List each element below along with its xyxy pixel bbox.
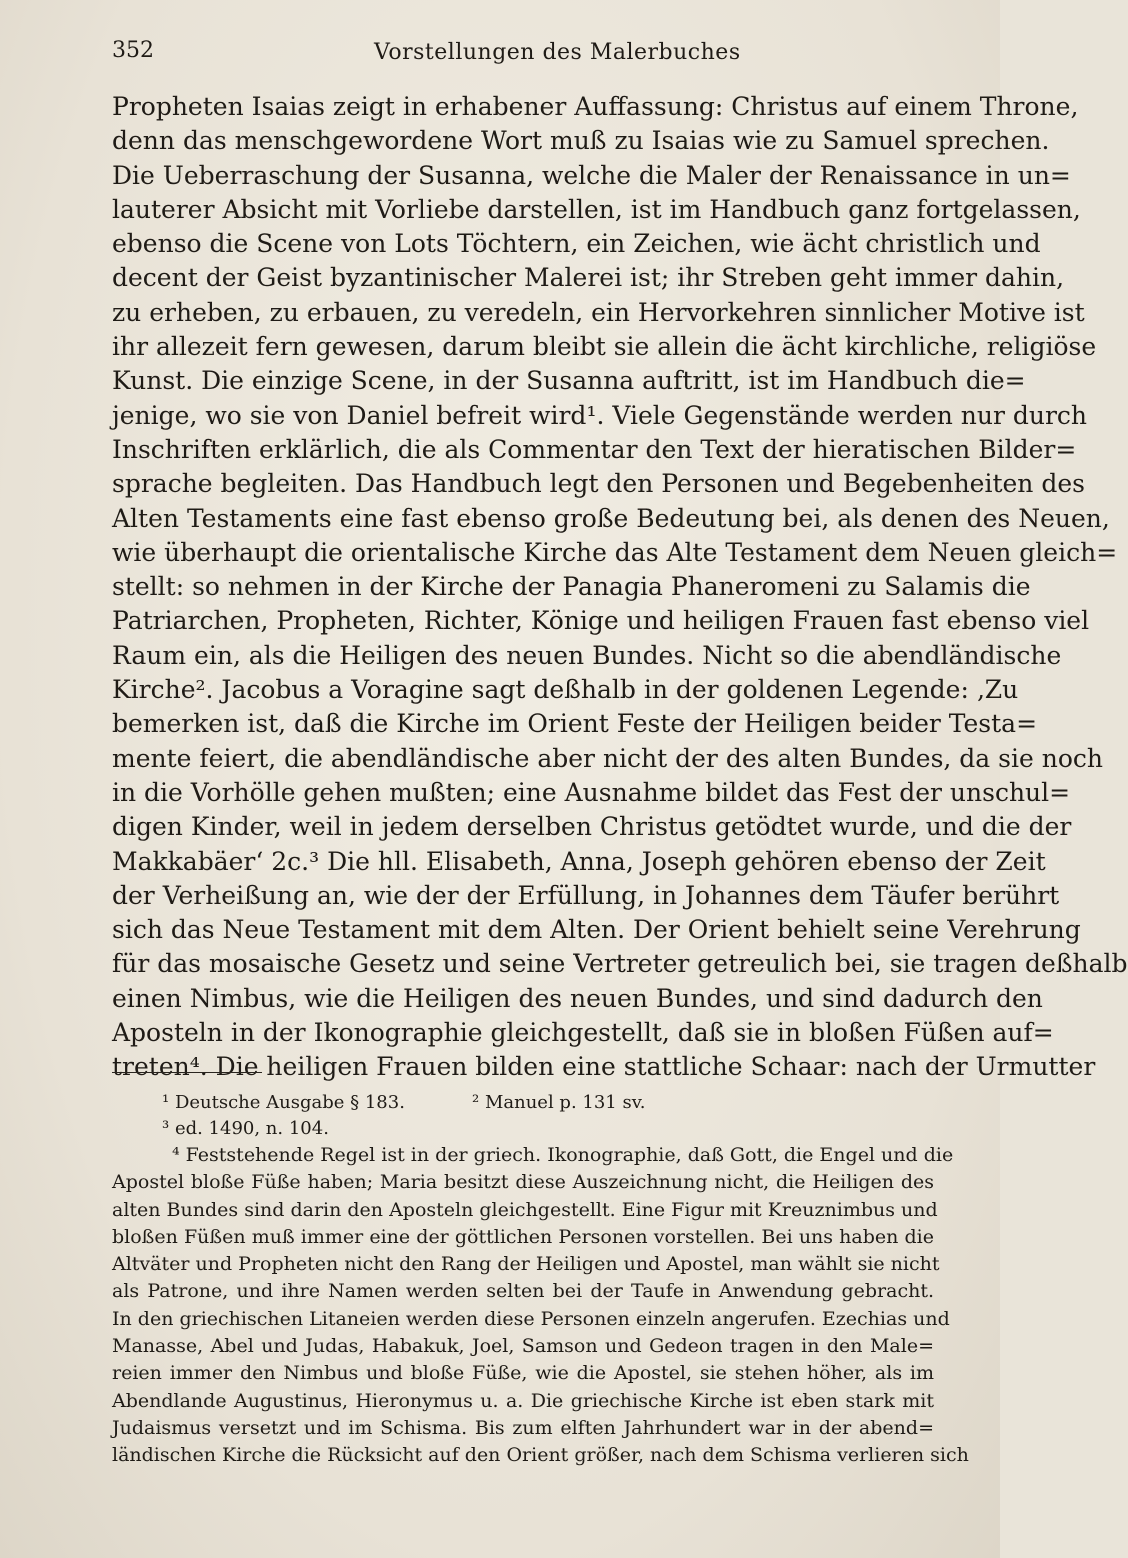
footnote-line: Manasse, Abel und Judas, Habakuk, Joel, Samson und Gedeon tragen in den Male= (112, 1335, 934, 1358)
footnote-line: als Patrone, und ihre Namen werden selten bei der Taufe in Anwendung gebracht. (112, 1280, 934, 1303)
footnotes (112, 1090, 969, 1470)
text-line: Aposteln in der Ikonographie gleichgestellt, daß sie in bloßen Füßen auf= (112, 1018, 1054, 1048)
text-line: wie überhaupt die orientalische Kirche das Alte Testament dem Neuen gleich= (112, 537, 1118, 567)
text-line: lauterer Absicht mit Vorliebe darstellen, ist im Handbuch ganz fortgelassen, (112, 194, 1081, 224)
footnote-row (112, 1090, 934, 1116)
text-line: zu erheben, zu erbauen, zu veredeln, ein Hervorkehren sinnlicher Motive ist (112, 297, 1085, 327)
text-line: decent der Geist byzantinischer Malerei ist; ihr Streben geht immer dahin, (112, 263, 1065, 293)
text-line: Inschriften erklärlich, die als Commentar den Text der hieratischen Bilder= (112, 434, 1077, 464)
footnote-line: bloßen Füßen muß immer eine der göttlichen Personen vorstellen. Bei uns haben die (112, 1225, 934, 1248)
footnote-1: ¹ Deutsche Ausgabe § 183. (162, 1092, 405, 1113)
text-line: ebenso die Scene von Lots Töchtern, ein Zeichen, wie ächt christlich und (112, 229, 1041, 259)
footnote-2: ² Manuel p. 131 sv. (472, 1092, 646, 1113)
text-line: bemerken ist, daß die Kirche im Orient Feste der Heiligen beider Testa= (112, 709, 1038, 739)
text-line: sich das Neue Testament mit dem Alten. Der Orient behielt seine Verehrung (112, 915, 1081, 945)
page-number: 352 (112, 38, 154, 63)
text-line: Kirche². Jacobus a Voragine sagt deßhalb in der goldenen Legende: ‚Zu (112, 675, 1019, 705)
footnote-line: In den griechischen Litaneien werden diese Personen einzeln angerufen. Ezechias und (112, 1307, 950, 1330)
text-line: einen Nimbus, wie die Heiligen des neuen Bundes, und sind dadurch den (112, 983, 1043, 1013)
footnote-line: reien immer den Nimbus und bloße Füße, wie die Apostel, sie stehen höher, als im (112, 1362, 934, 1385)
footnote-line: Apostel bloße Füße haben; Maria besitzt diese Auszeichnung nicht, die Heiligen des (112, 1171, 934, 1194)
footnote-line: ländischen Kirche die Rücksicht auf den Orient größer, nach dem Schisma verlieren sich (112, 1444, 969, 1467)
text-line: Makkabäer‘ 2c.³ Die hll. Elisabeth, Anna, Joseph gehören ebenso der Zeit (112, 846, 1046, 876)
footnote-line: Judaismus versetzt und im Schisma. Bis zum elften Jahrhundert war in der abend= (112, 1416, 934, 1439)
footnote-divider (112, 1072, 262, 1073)
footnote-row (112, 1116, 934, 1142)
text-line: digen Kinder, weil in jedem derselben Christus getödtet wurde, und die der (112, 812, 1072, 842)
footnote-4 (112, 1142, 969, 1470)
text-line: ihr allezeit fern gewesen, darum bleibt sie allein die ächt kirchliche, religiöse (112, 332, 1097, 362)
text-line: denn das menschgewordene Wort muß zu Isaias wie zu Samuel sprechen. (112, 126, 1050, 156)
footnote-line: alten Bundes sind darin den Aposteln gleichgestellt. Eine Figur mit Kreuznimbus und (112, 1198, 938, 1221)
text-line: sprache begleiten. Das Handbuch legt den Personen und Begebenheiten des (112, 469, 1085, 499)
footnote-3: ³ ed. 1490, n. 104. (162, 1118, 329, 1139)
text-line: Kunst. Die einzige Scene, in der Susanna auftritt, ist im Handbuch die= (112, 366, 1026, 396)
text-line: treten⁴. Die heiligen Frauen bilden eine stattliche Schaar: nach der Urmutter (112, 1052, 1096, 1082)
footnote-line: Abendlande Augustinus, Hieronymus u. a. Die griechische Kirche ist eben stark mit (112, 1389, 934, 1412)
text-line: Patriarchen, Propheten, Richter, Könige und heiligen Frauen fast ebenso viel (112, 606, 1090, 636)
text-line: in die Vorhölle gehen mußten; eine Ausnahme bildet das Fest der unschul= (112, 777, 1071, 807)
text-line: der Verheißung an, wie der der Erfüllung, in Johannes dem Täufer berührt (112, 880, 1060, 910)
text-line: stellt: so nehmen in der Kirche der Panagia Phaneromeni zu Salamis die (112, 572, 1031, 602)
text-line: Alten Testaments eine fast ebenso große Bedeutung bei, als denen des Neuen, (112, 503, 1110, 533)
running-head: Vorstellungen des Malerbuches (374, 40, 741, 65)
text-line: für das mosaische Gesetz und seine Vertreter getreulich bei, sie tragen deßhalb (112, 949, 1128, 979)
text-line: Die Ueberraschung der Susanna, welche die Maler der Renaissance in un= (112, 160, 1071, 190)
main-text (112, 90, 1128, 1085)
text-line: mente feiert, die abendländische aber nicht der des alten Bundes, da sie noch (112, 743, 1103, 773)
page-header (112, 38, 932, 78)
footnote-line: ⁴ Feststehende Regel ist in der griech. Ikonographie, daß Gott, die Engel und die (172, 1144, 954, 1166)
text-line: Propheten Isaias zeigt in erhabener Auffassung: Christus auf einem Throne, (112, 92, 1079, 121)
footnote-line: Altväter und Propheten nicht den Rang der Heiligen und Apostel, man wählt sie nicht (112, 1253, 940, 1276)
text-line: jenige, wo sie von Daniel befreit wird¹. Viele Gegenstände werden nur durch (112, 400, 1088, 430)
text-line: Raum ein, als die Heiligen des neuen Bundes. Nicht so die abendländische (112, 640, 1062, 670)
